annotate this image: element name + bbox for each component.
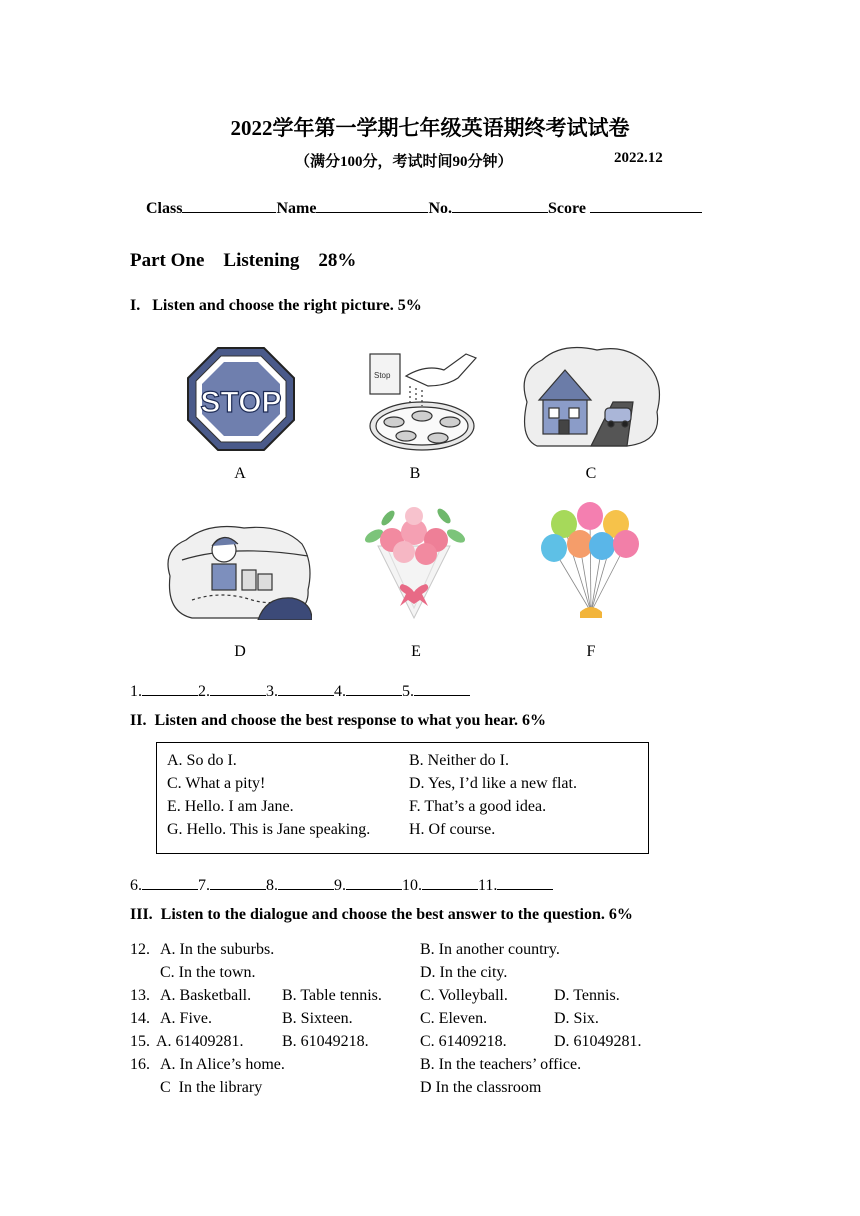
- question-option: D. 61049281.: [554, 1033, 642, 1050]
- exam-subtitle: （满分100分，考试时间90分钟）: [295, 154, 513, 170]
- baking-cookies-picture: [366, 346, 478, 454]
- score-blank[interactable]: [590, 196, 702, 213]
- no-blank[interactable]: [452, 196, 548, 213]
- answer-blank[interactable]: [422, 873, 478, 890]
- picture-label-b: B: [409, 465, 421, 482]
- section-2-answers: [130, 873, 553, 895]
- question-option: B. Sixteen.: [282, 1010, 353, 1027]
- question-option: B. 61049218.: [282, 1033, 369, 1050]
- balloons-picture: [536, 500, 646, 624]
- stop-sign-text: STOP: [200, 386, 282, 419]
- option-e: E. Hello. I am Jane.: [167, 798, 294, 815]
- picture-label-e: E: [411, 643, 421, 660]
- option-c: C. What a pity!: [167, 775, 266, 792]
- question-option: A. Five.: [160, 1010, 212, 1027]
- no-label: No.: [428, 200, 452, 217]
- option-b: B. Neither do I.: [409, 752, 509, 769]
- exam-title: 2022学年第一学期七年级英语期终考试试卷: [230, 116, 630, 140]
- score-label: Score: [548, 200, 586, 217]
- house-and-car-picture: [517, 342, 663, 452]
- answer-blank[interactable]: [210, 873, 266, 890]
- question-number: 15.: [130, 1033, 150, 1050]
- beach-sandcastle-picture: [162, 520, 312, 620]
- section-1-answers: [130, 679, 470, 701]
- answer-blank[interactable]: [142, 873, 198, 890]
- question-option: D. In the city.: [420, 964, 508, 981]
- answer-blank[interactable]: [346, 873, 402, 890]
- answer-label: 5.: [402, 683, 414, 700]
- question-number: 13.: [130, 987, 150, 1004]
- answer-label: 2.: [198, 683, 210, 700]
- option-h: H. Of course.: [409, 821, 496, 838]
- question-option: D In the classroom: [420, 1079, 542, 1096]
- answer-blank[interactable]: [278, 873, 334, 890]
- section-2-heading: II. Listen and choose the best response to what you hear. 6%: [130, 712, 547, 729]
- answer-label: 6.: [130, 877, 142, 894]
- answer-label: 9.: [334, 877, 346, 894]
- stop-sign-picture: [186, 346, 296, 452]
- question-option: C In the library: [160, 1079, 263, 1096]
- question-option: A. In the suburbs.: [160, 941, 275, 958]
- question-option: B. Table tennis.: [282, 987, 382, 1004]
- answer-label: 11.: [478, 877, 498, 894]
- picture-label-d: D: [234, 643, 246, 660]
- box-label-text: Stop: [374, 371, 391, 380]
- class-label: Class: [146, 200, 183, 217]
- question-option: A. In Alice’s home.: [160, 1056, 285, 1073]
- option-g: G. Hello. This is Jane speaking.: [167, 821, 371, 838]
- student-info-line: [146, 196, 702, 218]
- answer-label: 7.: [198, 877, 210, 894]
- answer-label: 8.: [266, 877, 278, 894]
- exam-date: 2022.12: [614, 150, 663, 166]
- part-one-heading: Part One Listening 28%: [130, 250, 357, 271]
- question-option: C. Volleyball.: [420, 987, 508, 1004]
- question-option: B. In the teachers’ office.: [420, 1056, 582, 1073]
- picture-label-c: C: [585, 465, 597, 482]
- answer-blank[interactable]: [346, 679, 402, 696]
- question-number: 12.: [130, 941, 150, 958]
- answer-label: 10.: [402, 877, 422, 894]
- question-option: C. 61409218.: [420, 1033, 507, 1050]
- name-label: Name: [276, 200, 317, 217]
- response-options-box: [156, 742, 649, 854]
- section-3-heading: III. Listen to the dialogue and choose the best answer to the question. 6%: [130, 906, 633, 923]
- option-d: D. Yes, I’d like a new flat.: [409, 775, 577, 792]
- question-number: 16.: [130, 1056, 150, 1073]
- answer-blank[interactable]: [414, 679, 470, 696]
- option-f: F. That’s a good idea.: [409, 798, 547, 815]
- answer-blank[interactable]: [278, 679, 334, 696]
- option-a: A. So do I.: [167, 752, 237, 769]
- answer-blank[interactable]: [497, 873, 553, 890]
- class-blank[interactable]: [182, 196, 276, 213]
- picture-label-a: A: [234, 465, 246, 482]
- picture-label-f: F: [586, 643, 596, 660]
- question-option: D. Six.: [554, 1010, 599, 1027]
- question-option: A. Basketball.: [160, 987, 252, 1004]
- answer-label: 1.: [130, 683, 142, 700]
- answer-blank[interactable]: [142, 679, 198, 696]
- question-option: C. Eleven.: [420, 1010, 488, 1027]
- question-option: B. In another country.: [420, 941, 560, 958]
- answer-blank[interactable]: [210, 679, 266, 696]
- question-number: 14.: [130, 1010, 150, 1027]
- answer-label: 3.: [266, 683, 278, 700]
- answer-label: 4.: [334, 683, 346, 700]
- question-option: D. Tennis.: [554, 987, 620, 1004]
- flower-bouquet-picture: [348, 496, 480, 624]
- question-option: A. 61409281.: [156, 1033, 244, 1050]
- section-1-heading: I. Listen and choose the right picture. 5%: [130, 297, 422, 314]
- question-option: C. In the town.: [160, 964, 256, 981]
- name-blank[interactable]: [316, 196, 428, 213]
